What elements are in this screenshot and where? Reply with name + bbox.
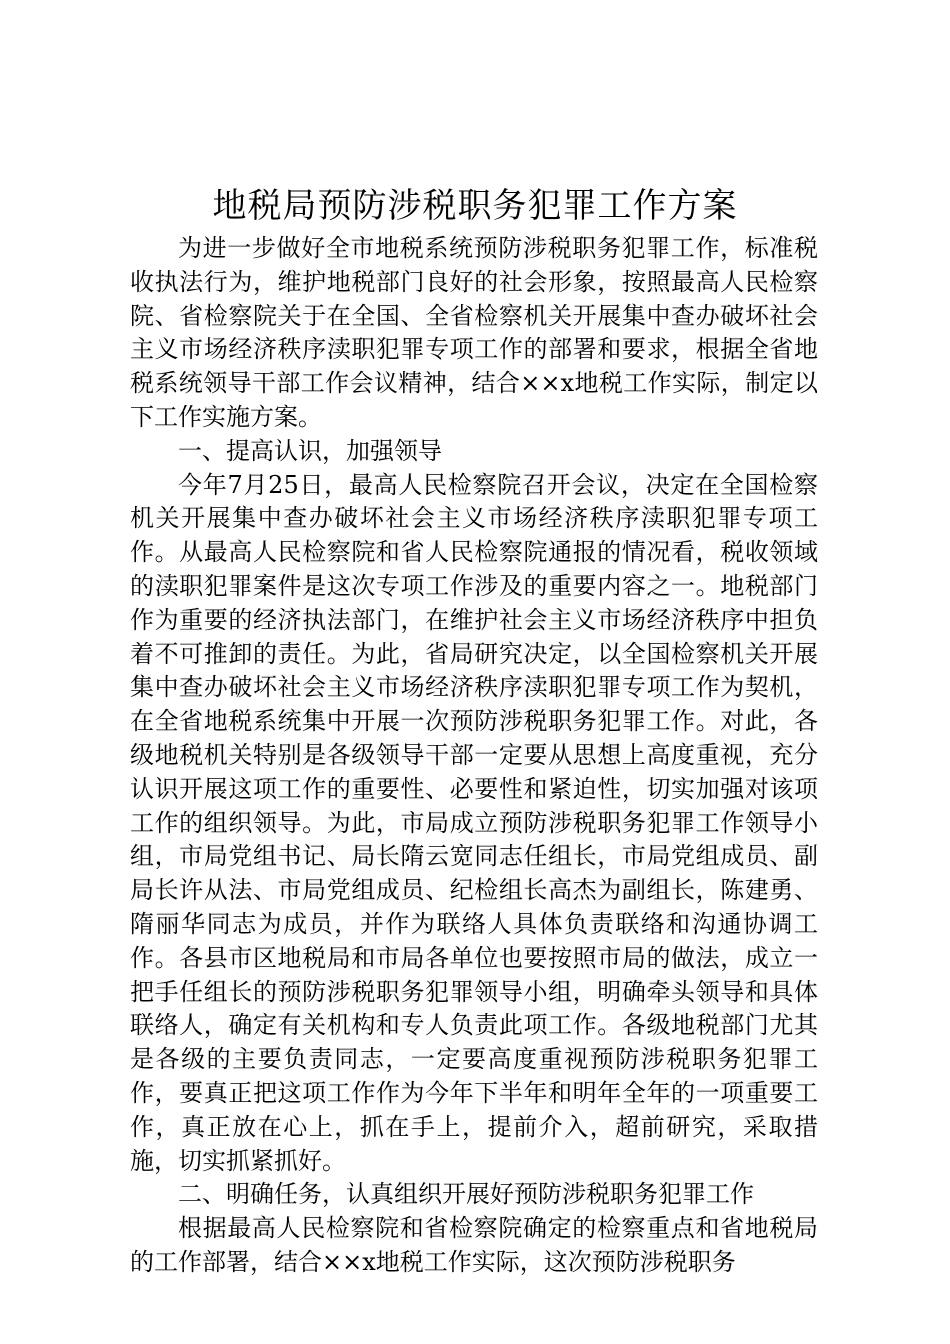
section-heading-1: 一、提高认识，加强领导: [178, 436, 442, 465]
section-2-paragraph: 根据最高人民检察院和省检察院确定的检察重点和省地税局的工作部署，结合××x地税工作实际，这次预防涉税职务: [130, 1214, 818, 1276]
section-heading-2: 二、明确任务，认真组织开展好预防涉税职务犯罪工作: [178, 1180, 754, 1209]
section-1-paragraph: 今年7月25日，最高人民检察院召开会议，决定在全国检察机关开展集中查办破坏社会主义市场经济秩序渎职犯罪专项工作。从最高人民检察院和省人民检察院通报的情况看，税收领域的渎职犯罪案件是这次专项工作涉及的重要内容之一。地税部门作为重要的经济执法部门，在维护社会主义市场经济秩序中担负着不可推卸的责任。为此，省局研究决定，以全国检察机关开展集中查办破坏社会主义市场经济秩序渎职犯罪专项工作为契机，在全省地税系统集中开展一次预防涉税职务犯罪工作。对此，各级地税机关特别是各级领导干部一定要从思想上高度重视，充分认识开展这项工作的重要性、必要性和紧迫性，切实加强对该项工作的组织领导。为此，市局成立预防涉税职务犯罪工作领导小组，市局党组书记、局长隋云宽同志任组长，市局党组成员、副局长许从法、市局党组成员、纪检组长高杰为副组长，陈建勇、隋丽华同志为成员，并作为联络人具体负责联络和沟通协调工作。各县市区地税局和市局各单位也要按照市局的做法，成立一把手任组长的预防涉税职务犯罪领导小组，明确牵头领导和具体联络人，确定有关机构和专人负责此项工作。各级地税部门尤其是各级的主要负责同志，一定要高度重视预防涉税职务犯罪工作，要真正把这项工作作为今年下半年和明年全年的一项重要工作，真正放在心上，抓在手上，提前介入，超前研究，采取措施，切实抓紧抓好。: [130, 470, 818, 1175]
document-body: [130, 232, 818, 1280]
intro-paragraph: 为进一步做好全市地税系统预防涉税职务犯罪工作，标准税收执法行为，维护地税部门良好的社会形象，按照最高人民检察院、省检察院关于在全国、全省检察机关开展集中查办破坏社会主义市场经济秩序渎职犯罪专项工作的部署和要求，根据全省地税系统领导干部工作会议精神，结合××x地税工作实际，制定以下工作实施方案。: [130, 234, 818, 431]
document-title: 地税局预防涉税职务犯罪工作方案: [212, 186, 738, 226]
